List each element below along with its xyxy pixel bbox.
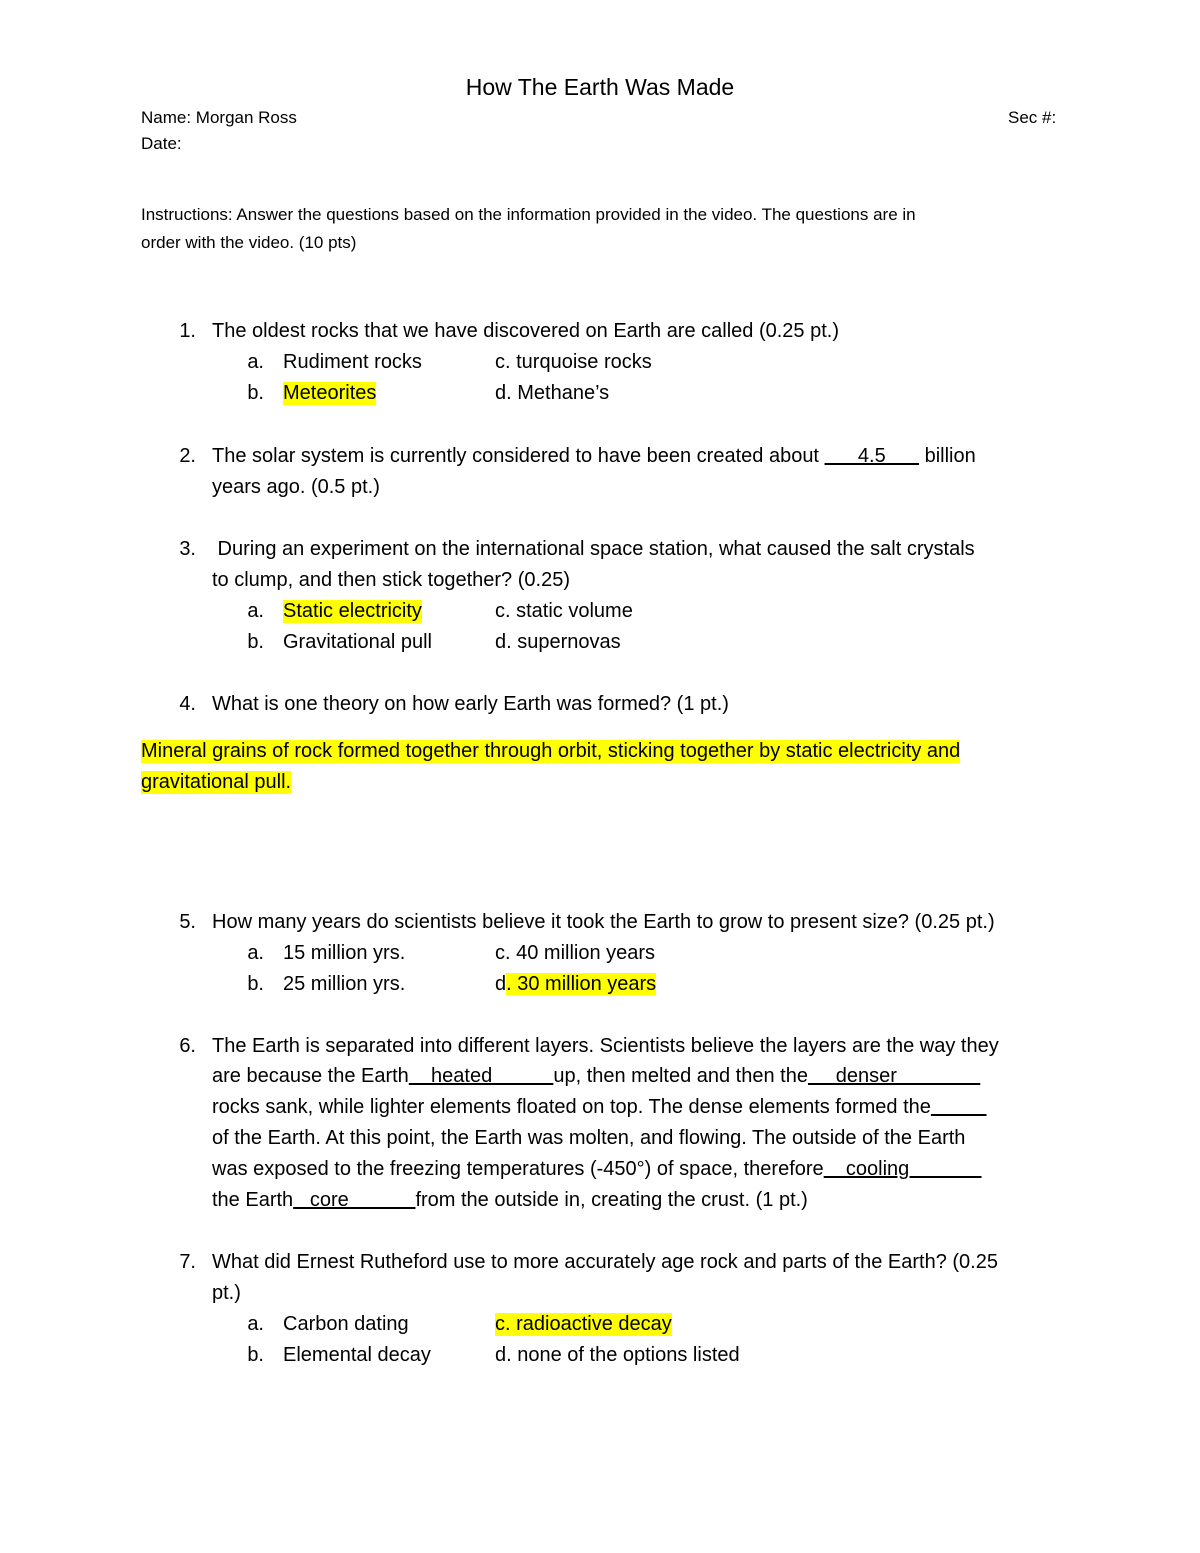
- question-5-option-b: 25 million yrs.: [283, 973, 406, 995]
- question-3-number: 3.: [179, 538, 196, 560]
- blank-empty: [931, 1096, 987, 1118]
- question-3-option-d: d. supernovas: [495, 631, 621, 653]
- question-6-text: up, then melted and then the: [553, 1065, 808, 1087]
- question-4-answer-line-2: gravitational pull.: [141, 771, 292, 793]
- question-5-option-d-prefix: d: [495, 973, 507, 995]
- question-4-answer-line-1: Mineral grains of rock formed together through orbit, sticking together by static electricity and: [141, 740, 961, 762]
- question-2-line-1: [212, 445, 976, 468]
- question-1-option-a-letter: a.: [247, 351, 264, 373]
- question-6-text: the Earth: [212, 1189, 294, 1211]
- page-title: How The Earth Was Made: [465, 74, 735, 100]
- question-6-number: 6.: [179, 1035, 196, 1057]
- name-field: Name: Morgan Ross: [141, 108, 297, 127]
- question-7-line-2: pt.): [212, 1282, 241, 1304]
- question-7-option-a-letter: a.: [247, 1313, 264, 1335]
- question-6-text: are because the Earth: [212, 1065, 409, 1087]
- question-6-line-3: [212, 1096, 987, 1119]
- question-2-text-post: billion: [919, 445, 976, 467]
- question-3-option-a-letter: a.: [247, 600, 264, 622]
- question-7-number: 7.: [179, 1251, 196, 1273]
- question-5-number: 5.: [179, 911, 196, 933]
- question-6-line-6: [212, 1189, 808, 1212]
- question-1-option-a: Rudiment rocks: [283, 351, 422, 373]
- blank-cooling: cooling: [823, 1158, 982, 1180]
- question-3-option-b-letter: b.: [247, 631, 264, 653]
- question-5-option-d: [495, 973, 656, 996]
- question-5-option-a-letter: a.: [247, 942, 264, 964]
- question-3-option-a-selected: Static electricity: [283, 600, 422, 622]
- question-7-option-b-letter: b.: [247, 1344, 264, 1366]
- question-2-number: 2.: [179, 445, 196, 467]
- instructions-line-2: order with the video. (10 pts): [141, 233, 357, 252]
- question-6-line-5: [212, 1158, 982, 1181]
- question-6-text: from the outside in, creating the crust. (1 pt.): [415, 1189, 808, 1211]
- question-5-option-a: 15 million yrs.: [283, 942, 406, 964]
- question-1-option-d: d. Methane’s: [495, 382, 610, 404]
- question-7-option-b: Elemental decay: [283, 1344, 431, 1366]
- section-field: Sec #:: [1008, 108, 1057, 127]
- question-4-number: 4.: [179, 693, 196, 715]
- question-7-option-a: Carbon dating: [283, 1313, 409, 1335]
- question-2-text-pre: The solar system is currently considered to have been created about: [212, 445, 825, 467]
- question-5-option-b-letter: b.: [247, 973, 264, 995]
- blank-denser: denser: [807, 1065, 981, 1087]
- question-6-line-4: of the Earth. At this point, the Earth was molten, and flowing. The outside of the Earth: [212, 1127, 966, 1149]
- question-7-option-d: d. none of the options listed: [495, 1344, 740, 1366]
- question-3-line-2: to clump, and then stick together? (0.25): [212, 569, 570, 591]
- question-6-text: was exposed to the freezing temperatures (-450°) of space, therefore: [212, 1158, 824, 1180]
- question-2-line-2: years ago. (0.5 pt.): [212, 476, 380, 498]
- question-2-blank-answer: 4.5: [824, 445, 920, 467]
- question-1-option-c: c. turquoise rocks: [495, 351, 652, 373]
- blank-core: core: [293, 1189, 416, 1211]
- instructions-line-1: Instructions: Answer the questions based on the information provided in the video. The questions are in: [141, 205, 916, 224]
- question-3-option-b: Gravitational pull: [283, 631, 432, 653]
- question-6-text: rocks sank, while lighter elements floated on top. The dense elements formed the: [212, 1096, 931, 1118]
- question-1-option-b-letter: b.: [247, 382, 264, 404]
- question-5-option-c: c. 40 million years: [495, 942, 656, 964]
- question-6-line-1: The Earth is separated into different layers. Scientists believe the layers are the way they: [212, 1035, 999, 1057]
- question-6-line-2: [212, 1065, 980, 1088]
- blank-heated: heated: [408, 1065, 554, 1087]
- question-1-text: The oldest rocks that we have discovered on Earth are called (0.25 pt.): [212, 320, 840, 342]
- question-4-text: What is one theory on how early Earth was formed? (1 pt.): [212, 693, 729, 715]
- question-7-line-1: What did Ernest Rutheford use to more accurately age rock and parts of the Earth? (0.25: [212, 1251, 998, 1273]
- question-1-option-b-selected: Meteorites: [283, 382, 377, 404]
- question-3-line-1: During an experiment on the international space station, what caused the salt crystals: [212, 538, 975, 560]
- date-field: Date:: [141, 134, 182, 153]
- question-5-text: How many years do scientists believe it took the Earth to grow to present size? (0.25 pt.): [212, 911, 995, 933]
- question-7-option-c-selected: c. radioactive decay: [495, 1313, 672, 1335]
- question-1-number: 1.: [179, 320, 196, 342]
- question-3-option-c: c. static volume: [495, 600, 633, 622]
- question-5-option-d-selected: . 30 million years: [506, 973, 657, 995]
